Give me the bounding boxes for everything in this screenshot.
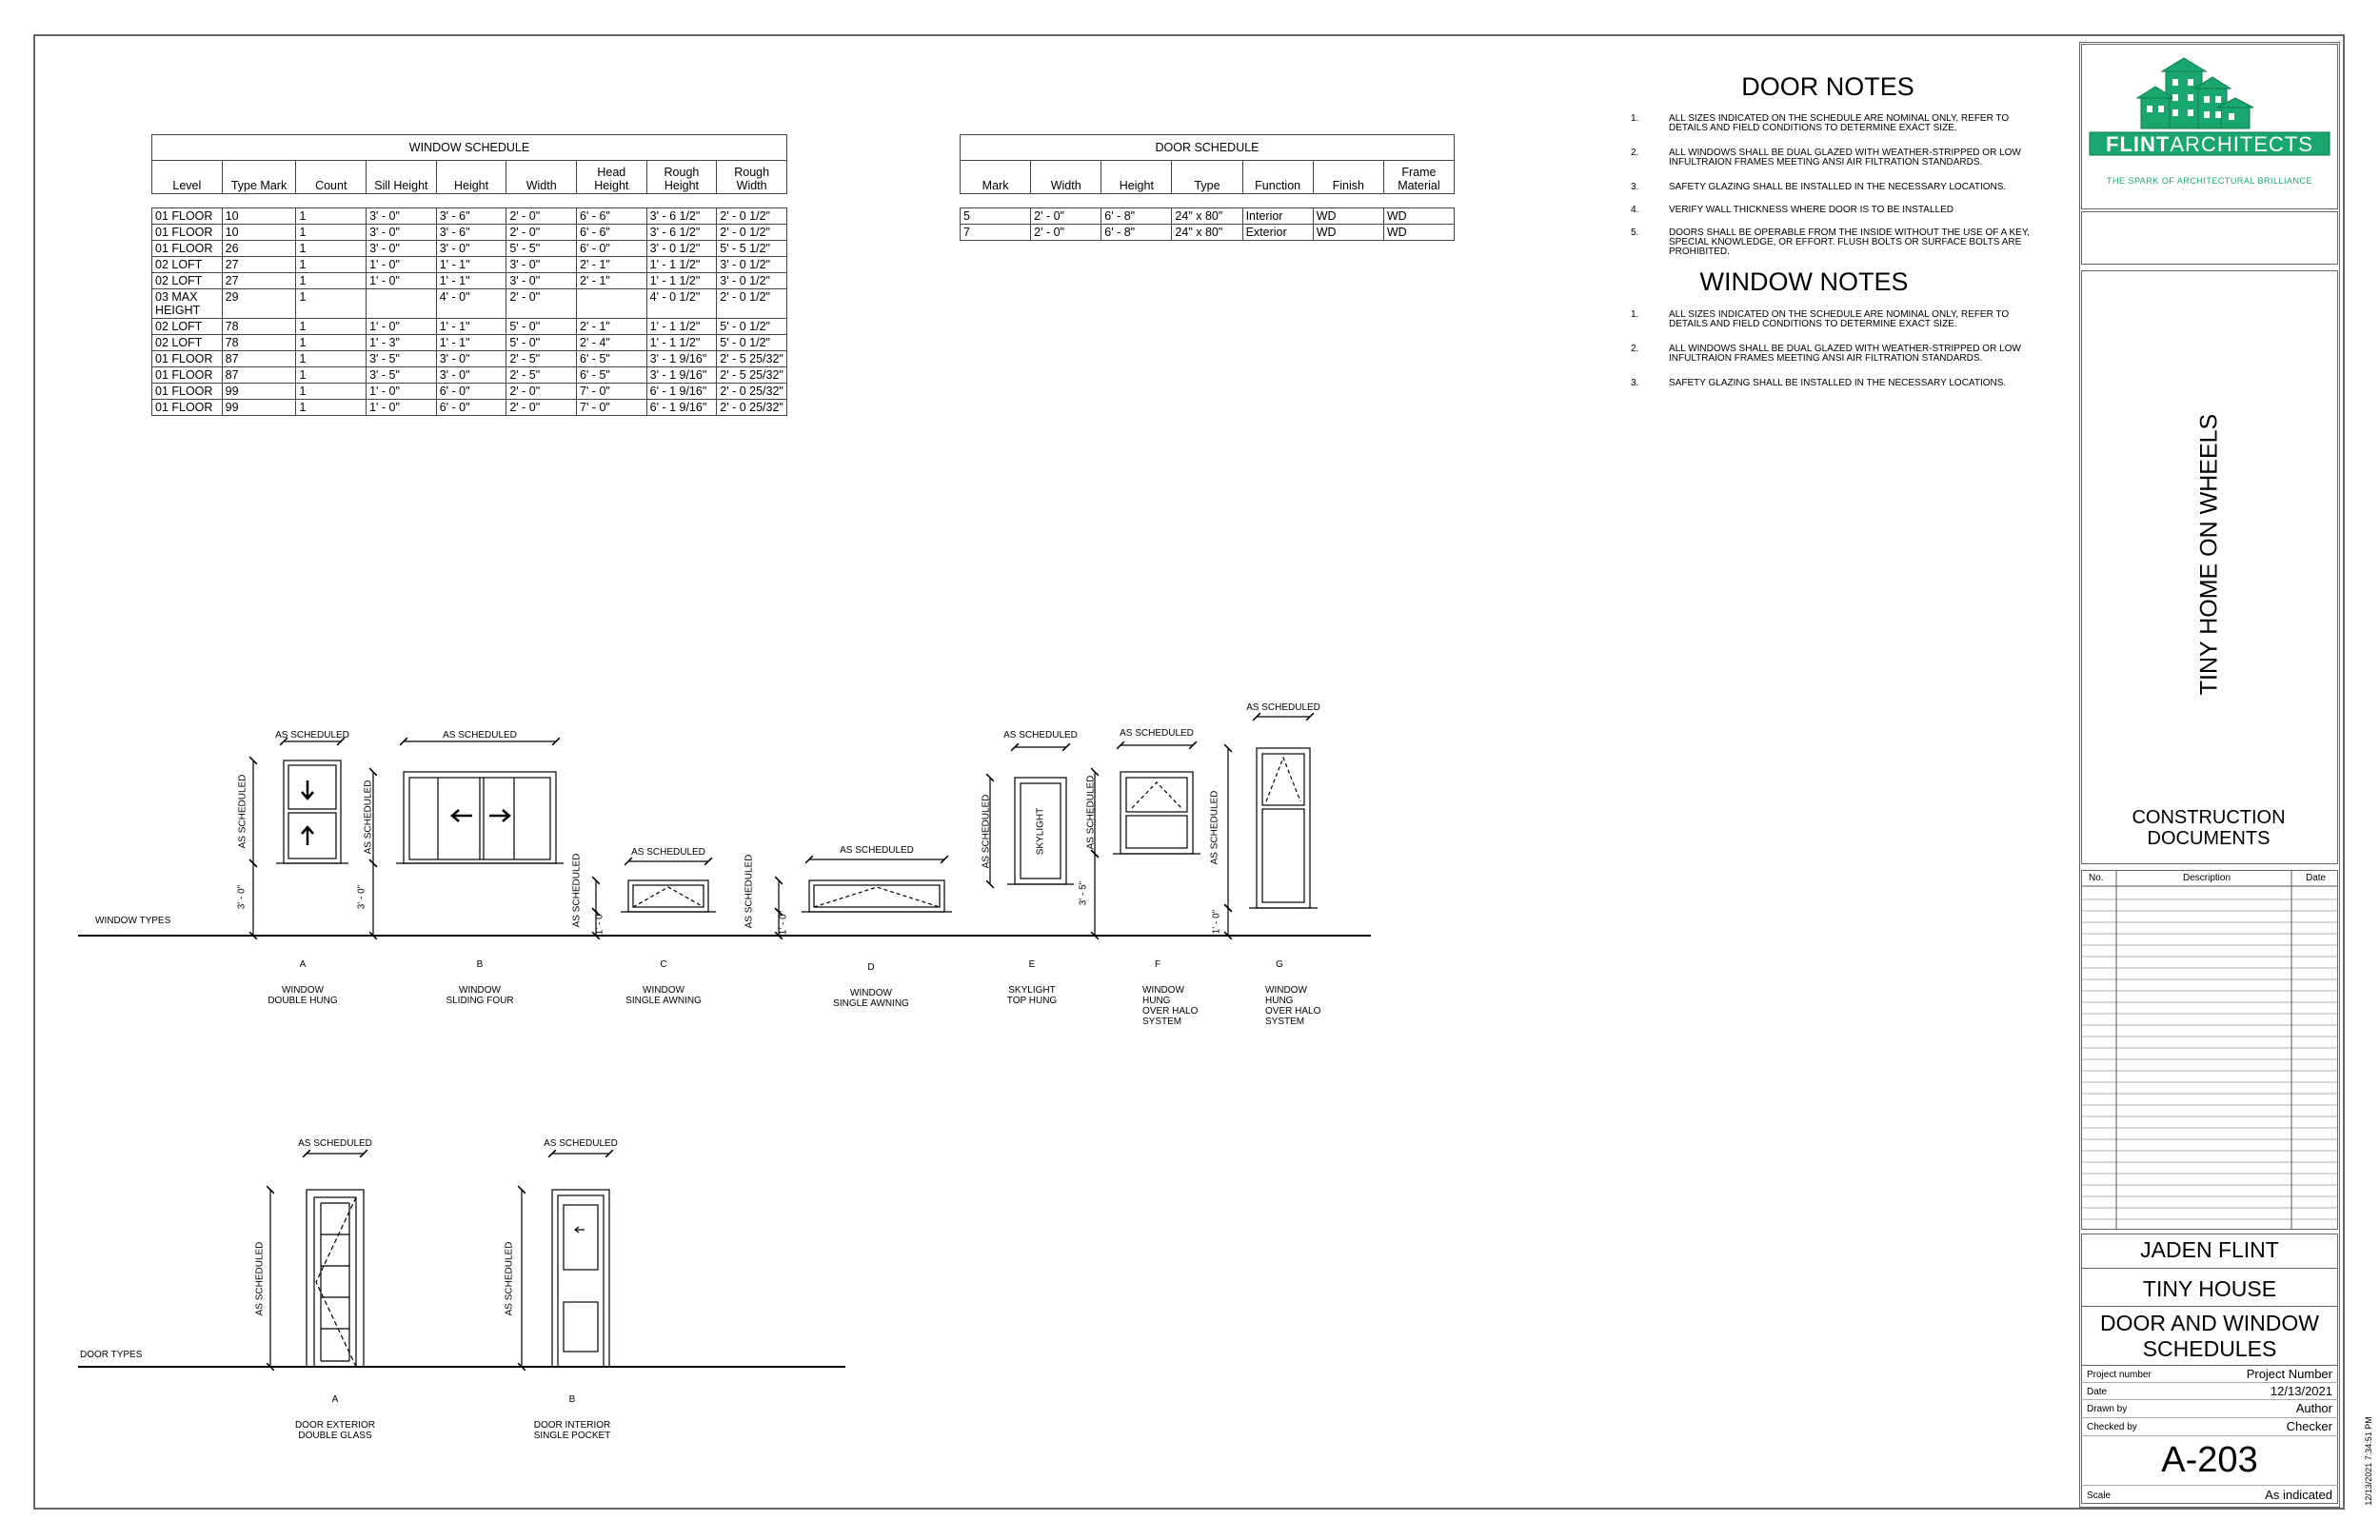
table-cell: 1' - 1 1/2" bbox=[646, 335, 717, 351]
table-cell: 2' - 0" bbox=[506, 289, 577, 319]
table-cell: 02 LOFT bbox=[152, 319, 223, 335]
note-number: 3. bbox=[1631, 182, 1639, 192]
table-cell: 3' - 1 9/16" bbox=[646, 367, 717, 384]
dim-label: AS SCHEDULED bbox=[1120, 728, 1194, 739]
dim-label-vertical: AS SCHEDULED bbox=[981, 794, 992, 869]
table-cell: 3' - 0" bbox=[506, 257, 577, 273]
table-cell: 3' - 0" bbox=[367, 241, 437, 257]
table-cell: 4' - 0 1/2" bbox=[646, 289, 717, 319]
window-b-sill-height: 3' - 0" bbox=[356, 884, 367, 910]
logo-tagline: THE SPARK OF ARCHITECTURAL BRILLIANCE bbox=[2106, 176, 2313, 186]
table-cell: 2' - 1" bbox=[577, 273, 647, 289]
table-cell: 02 LOFT bbox=[152, 335, 223, 351]
window-c-caption: C WINDOW SINGLE AWNING bbox=[625, 959, 702, 1006]
divider bbox=[2081, 1399, 2338, 1400]
table-cell: 6' - 0" bbox=[436, 384, 506, 400]
checked-by: Checker bbox=[2286, 1419, 2332, 1433]
table-cell: 1 bbox=[296, 225, 367, 241]
table-cell: 2' - 1" bbox=[577, 319, 647, 335]
table-cell: 27 bbox=[222, 257, 296, 273]
table-cell: 2' - 5 25/32" bbox=[717, 351, 787, 367]
window-types-heading: WINDOW TYPES bbox=[95, 916, 171, 926]
table-cell: 3' - 6" bbox=[436, 208, 506, 225]
table-cell: 2' - 5" bbox=[506, 351, 577, 367]
table-cell: 1 bbox=[296, 319, 367, 335]
table-cell: 1' - 0" bbox=[367, 400, 437, 416]
table-cell: 01 FLOOR bbox=[152, 367, 223, 384]
table-cell: 1 bbox=[296, 367, 367, 384]
rev-header-date: Date bbox=[2306, 873, 2327, 883]
window-a-caption: A WINDOW DOUBLE HUNG bbox=[268, 959, 338, 1006]
table-cell: 3' - 6 1/2" bbox=[646, 225, 717, 241]
window-schedule-column-header: Head Height bbox=[577, 161, 647, 194]
sheet-title: DOOR AND WINDOW SCHEDULES bbox=[2100, 1311, 2319, 1361]
table-cell: 7' - 0" bbox=[577, 400, 647, 416]
table-cell: 1' - 0" bbox=[367, 384, 437, 400]
table-cell: 1 bbox=[296, 400, 367, 416]
door-schedule-column-header: Type bbox=[1172, 161, 1242, 194]
note-number: 2. bbox=[1631, 148, 1639, 158]
table-cell: 3' - 6 1/2" bbox=[646, 208, 717, 225]
dim-label: AS SCHEDULED bbox=[298, 1138, 372, 1149]
table-cell: 2' - 4" bbox=[577, 335, 647, 351]
window-f-sill-height: 3' - 5" bbox=[1078, 880, 1089, 906]
door-schedule-column-header: Finish bbox=[1313, 161, 1383, 194]
table-cell: 99 bbox=[222, 384, 296, 400]
table-cell: 2' - 0" bbox=[506, 384, 577, 400]
dim-label-vertical: AS SCHEDULED bbox=[1209, 790, 1220, 865]
table-cell: 03 MAX HEIGHT bbox=[152, 289, 223, 319]
window-d-elevation bbox=[779, 859, 952, 936]
rev-header-no: No. bbox=[2089, 873, 2104, 883]
table-cell: 5' - 0 1/2" bbox=[717, 335, 787, 351]
door-b-elevation bbox=[522, 1154, 609, 1367]
window-a-sill-height: 3' - 0" bbox=[236, 884, 248, 910]
table-cell: 2' - 5 25/32" bbox=[717, 367, 787, 384]
dim-label: AS SCHEDULED bbox=[1246, 702, 1320, 713]
window-schedule-column-header: Rough Width bbox=[717, 161, 787, 194]
window-schedule-column-header: Count bbox=[296, 161, 367, 194]
window-e-caption: E SKYLIGHT TOP HUNG bbox=[1006, 959, 1058, 1006]
table-cell: 6' - 5" bbox=[577, 367, 647, 384]
note-text: VERIFY WALL THICKNESS WHERE DOOR IS TO BE INSTALLED bbox=[1669, 205, 1954, 215]
table-cell: 6' - 0" bbox=[436, 400, 506, 416]
table-cell: Interior bbox=[1242, 208, 1313, 225]
table-cell: 2' - 0 1/2" bbox=[717, 225, 787, 241]
table-cell: 87 bbox=[222, 367, 296, 384]
table-cell: 1 bbox=[296, 351, 367, 367]
scale-value: As indicated bbox=[2265, 1488, 2332, 1502]
table-cell: 3' - 0 1/2" bbox=[646, 241, 717, 257]
dim-label: AS SCHEDULED bbox=[275, 730, 349, 740]
table-cell: 1 bbox=[296, 335, 367, 351]
window-b-caption: B WINDOW SLIDING FOUR bbox=[446, 959, 514, 1006]
table-cell: 1 bbox=[296, 241, 367, 257]
print-stamp: 12/13/2021 7:34:51 PM bbox=[2364, 1416, 2373, 1506]
table-cell: 2' - 0 1/2" bbox=[717, 289, 787, 319]
table-cell: 2' - 0 1/2" bbox=[717, 208, 787, 225]
door-notes-title: DOOR NOTES bbox=[1741, 72, 1914, 101]
date-label: Date bbox=[2087, 1387, 2108, 1397]
table-cell: 4' - 0" bbox=[436, 289, 506, 319]
skylight-label: SKYLIGHT bbox=[1035, 807, 1046, 856]
table-cell: 2' - 0" bbox=[1031, 208, 1101, 225]
table-cell: 29 bbox=[222, 289, 296, 319]
table-cell: 7 bbox=[961, 225, 1031, 241]
table-cell: 1 bbox=[296, 273, 367, 289]
table-cell: 1' - 1" bbox=[436, 319, 506, 335]
table-cell: 6' - 1 9/16" bbox=[646, 384, 717, 400]
note-text: ALL SIZES INDICATED ON THE SCHEDULE ARE NOMINAL ONLY, REFER TO DETAILS AND FIELD CONDITIONS TO DETERMINE EXACT SIZE. bbox=[1669, 309, 2010, 329]
table-cell: 6' - 6" bbox=[577, 225, 647, 241]
door-b-caption: B DOOR INTERIOR SINGLE POCKET bbox=[533, 1394, 611, 1441]
table-cell: 02 LOFT bbox=[152, 257, 223, 273]
client-name: JADEN FLINT bbox=[2140, 1237, 2279, 1262]
table-cell: 3' - 0" bbox=[436, 367, 506, 384]
dim-label-vertical: AS SCHEDULED bbox=[254, 1241, 266, 1316]
table-cell: 1' - 0" bbox=[367, 257, 437, 273]
window-schedule-title: WINDOW SCHEDULE bbox=[152, 135, 787, 161]
door-schedule-column-header: Height bbox=[1101, 161, 1172, 194]
dim-label: AS SCHEDULED bbox=[840, 845, 914, 856]
note-number: 4. bbox=[1631, 205, 1639, 215]
window-schedule-column-header: Level bbox=[152, 161, 223, 194]
window-schedule-column-header: Type Mark bbox=[222, 161, 296, 194]
table-cell: 3' - 6" bbox=[436, 225, 506, 241]
table-cell: 10 bbox=[222, 208, 296, 225]
table-cell: 5' - 0 1/2" bbox=[717, 319, 787, 335]
table-cell: WD bbox=[1313, 225, 1383, 241]
project-name: TINY HOME ON WHEELS bbox=[2195, 413, 2223, 696]
door-types-heading: DOOR TYPES bbox=[80, 1350, 143, 1360]
table-cell: 3' - 0" bbox=[436, 351, 506, 367]
window-e-elevation bbox=[990, 747, 1074, 884]
dim-label: AS SCHEDULED bbox=[631, 847, 705, 858]
table-cell: 3' - 0" bbox=[436, 241, 506, 257]
table-cell: 3' - 0" bbox=[506, 273, 577, 289]
table-cell: 1' - 1" bbox=[436, 257, 506, 273]
table-cell: 1' - 1 1/2" bbox=[646, 273, 717, 289]
divider bbox=[2081, 1268, 2338, 1269]
dim-label-vertical: AS SCHEDULED bbox=[504, 1241, 515, 1316]
table-cell: 6' - 6" bbox=[577, 208, 647, 225]
table-cell: 3' - 0" bbox=[367, 208, 437, 225]
table-cell: 02 LOFT bbox=[152, 273, 223, 289]
window-g-elevation bbox=[1228, 717, 1318, 936]
table-cell: 1' - 1" bbox=[436, 335, 506, 351]
table-cell: 3' - 5" bbox=[367, 351, 437, 367]
table-cell: 1 bbox=[296, 289, 367, 319]
note-text: SAFETY GLAZING SHALL BE INSTALLED IN THE NECESSARY LOCATIONS. bbox=[1669, 378, 2007, 388]
table-cell: 6' - 0" bbox=[577, 241, 647, 257]
table-cell: 2' - 0 25/32" bbox=[717, 400, 787, 416]
table-cell: 01 FLOOR bbox=[152, 208, 223, 225]
table-cell: 2' - 0" bbox=[506, 225, 577, 241]
table-cell: 2' - 1" bbox=[577, 257, 647, 273]
table-cell: 1' - 0" bbox=[367, 273, 437, 289]
dim-label: AS SCHEDULED bbox=[544, 1138, 618, 1149]
table-cell: 78 bbox=[222, 319, 296, 335]
table-cell: 7' - 0" bbox=[577, 384, 647, 400]
table-cell: 87 bbox=[222, 351, 296, 367]
door-schedule-column-header: Function bbox=[1242, 161, 1313, 194]
note-text: DOORS SHALL BE OPERABLE FROM THE INSIDE WITHOUT THE USE OF A KEY, SPECIAL KNOWLEDGE, OR EFFORT. FLUSH BOLTS OR SURFACE BOLTS ARE PROHIBITED. bbox=[1669, 227, 2030, 257]
project-title: TINY HOUSE bbox=[2142, 1276, 2277, 1301]
table-cell: WD bbox=[1313, 208, 1383, 225]
note-text: SAFETY GLAZING SHALL BE INSTALLED IN THE NECESSARY LOCATIONS. bbox=[1669, 182, 2007, 192]
table-cell: 1' - 0" bbox=[367, 319, 437, 335]
scale-label: Scale bbox=[2087, 1491, 2112, 1501]
phase-label: CONSTRUCTION DOCUMENTS bbox=[2132, 807, 2286, 849]
table-cell: 6' - 8" bbox=[1101, 225, 1172, 241]
note-number: 2. bbox=[1631, 344, 1639, 354]
sheet-number: A-203 bbox=[2161, 1440, 2258, 1480]
window-schedule-column-header: Width bbox=[506, 161, 577, 194]
note-number: 3. bbox=[1631, 378, 1639, 388]
table-cell: 6' - 8" bbox=[1101, 208, 1172, 225]
table-cell: 6' - 1 9/16" bbox=[646, 400, 717, 416]
table-cell: 1' - 1 1/2" bbox=[646, 257, 717, 273]
table-cell: 10 bbox=[222, 225, 296, 241]
checked-by-label: Checked by bbox=[2087, 1422, 2137, 1432]
project-number-label: Project number bbox=[2087, 1370, 2152, 1380]
date-value: 12/13/2021 bbox=[2270, 1384, 2332, 1398]
table-cell: WD bbox=[1383, 208, 1454, 225]
table-cell: 01 FLOOR bbox=[152, 384, 223, 400]
table-cell: 5' - 0" bbox=[506, 319, 577, 335]
table-cell: Exterior bbox=[1242, 225, 1313, 241]
window-schedule-column-header: Sill Height bbox=[367, 161, 437, 194]
table-cell: 1 bbox=[296, 257, 367, 273]
window-a-elevation bbox=[253, 741, 348, 936]
table-cell: 2' - 0" bbox=[1031, 225, 1101, 241]
window-f-elevation bbox=[1095, 745, 1200, 936]
drawn-by-label: Drawn by bbox=[2087, 1404, 2128, 1414]
table-cell: 24" x 80" bbox=[1172, 225, 1242, 241]
table-cell: 24" x 80" bbox=[1172, 208, 1242, 225]
table-cell: 5' - 0" bbox=[506, 335, 577, 351]
window-schedule-column-header: Height bbox=[436, 161, 506, 194]
drawn-by: Author bbox=[2295, 1401, 2332, 1415]
rev-header-description: Description bbox=[2182, 873, 2231, 883]
table-cell: 2' - 0 25/32" bbox=[717, 384, 787, 400]
table-cell: 2' - 0" bbox=[506, 400, 577, 416]
window-c-sill-height: 1' - 0" bbox=[594, 910, 605, 936]
dim-label-vertical: AS SCHEDULED bbox=[363, 780, 374, 855]
door-a-elevation bbox=[270, 1154, 364, 1367]
dim-label: AS SCHEDULED bbox=[443, 730, 517, 740]
table-cell: 3' - 0 1/2" bbox=[717, 257, 787, 273]
table-cell: WD bbox=[1383, 225, 1454, 241]
door-schedule-column-header: Mark bbox=[961, 161, 1031, 194]
table-cell: 01 FLOOR bbox=[152, 241, 223, 257]
table-cell: 26 bbox=[222, 241, 296, 257]
table-cell: 2' - 0" bbox=[506, 208, 577, 225]
note-number: 1. bbox=[1631, 309, 1639, 320]
divider bbox=[2081, 1485, 2338, 1486]
window-f-caption: F WINDOW HUNG OVER HALO SYSTEM bbox=[1142, 959, 1199, 1027]
window-g-sill-height: 1' - 0" bbox=[1211, 909, 1222, 935]
window-b-elevation bbox=[373, 741, 564, 936]
dim-label-vertical: AS SCHEDULED bbox=[1085, 775, 1097, 850]
table-cell: 1' - 1 1/2" bbox=[646, 319, 717, 335]
table-cell: 3' - 1 9/16" bbox=[646, 351, 717, 367]
divider bbox=[2081, 1417, 2338, 1418]
dim-label: AS SCHEDULED bbox=[1003, 730, 1078, 740]
table-cell: 3' - 0" bbox=[367, 225, 437, 241]
table-cell: 1 bbox=[296, 384, 367, 400]
note-text: ALL WINDOWS SHALL BE DUAL GLAZED WITH WEATHER-STRIPPED OR LOW INFULTRAION FRAMES MEETING ANSI AIR FILTRATION STANDARDS. bbox=[1669, 148, 2021, 168]
window-c-elevation bbox=[596, 861, 716, 936]
dim-label-vertical: AS SCHEDULED bbox=[237, 774, 248, 849]
door-schedule-column-header: Width bbox=[1031, 161, 1101, 194]
dim-label-vertical: AS SCHEDULED bbox=[571, 853, 583, 928]
project-number: Project Number bbox=[2246, 1367, 2332, 1381]
table-cell: 1 bbox=[296, 208, 367, 225]
table-cell: 01 FLOOR bbox=[152, 225, 223, 241]
divider bbox=[2081, 1382, 2338, 1383]
window-notes-title: WINDOW NOTES bbox=[1699, 267, 1909, 296]
divider bbox=[2081, 1435, 2338, 1436]
table-cell: 3' - 5" bbox=[367, 367, 437, 384]
note-text: ALL WINDOWS SHALL BE DUAL GLAZED WITH WEATHER-STRIPPED OR LOW INFULTRAION FRAMES MEETING ANSI AIR FILTRATION STANDARDS. bbox=[1669, 344, 2021, 364]
table-cell: 27 bbox=[222, 273, 296, 289]
table-cell: 1' - 3" bbox=[367, 335, 437, 351]
divider bbox=[2081, 1306, 2338, 1307]
dim-label-vertical: AS SCHEDULED bbox=[744, 854, 755, 929]
table-cell: 01 FLOOR bbox=[152, 400, 223, 416]
window-d-sill-height: 1' - 0" bbox=[778, 910, 789, 936]
revisions-table bbox=[2081, 870, 2338, 1230]
logo-wordmark: FLINTARCHITECTS bbox=[2106, 132, 2313, 156]
table-cell: 01 FLOOR bbox=[152, 351, 223, 367]
window-d-caption: D WINDOW SINGLE AWNING bbox=[833, 962, 909, 1009]
door-a-caption: A DOOR EXTERIOR DOUBLE GLASS bbox=[295, 1394, 375, 1441]
blank-panel bbox=[2081, 211, 2338, 265]
table-cell: 2' - 5" bbox=[506, 367, 577, 384]
table-cell: 3' - 0 1/2" bbox=[717, 273, 787, 289]
table-cell: 78 bbox=[222, 335, 296, 351]
divider bbox=[2081, 1365, 2338, 1366]
table-cell: 99 bbox=[222, 400, 296, 416]
table-cell: 5' - 5" bbox=[506, 241, 577, 257]
window-g-caption: G WINDOW HUNG OVER HALO SYSTEM bbox=[1265, 959, 1321, 1027]
table-cell: 5' - 5 1/2" bbox=[717, 241, 787, 257]
note-number: 5. bbox=[1631, 227, 1639, 238]
table-cell: 1' - 1" bbox=[436, 273, 506, 289]
door-schedule-column-header: Frame Material bbox=[1383, 161, 1454, 194]
door-schedule-title: DOOR SCHEDULE bbox=[961, 135, 1455, 161]
revisions-grid bbox=[2082, 871, 2337, 1229]
note-number: 1. bbox=[1631, 113, 1639, 124]
note-text: ALL SIZES INDICATED ON THE SCHEDULE ARE NOMINAL ONLY, REFER TO DETAILS AND FIELD CONDITIONS TO DETERMINE EXACT SIZE. bbox=[1669, 113, 2010, 133]
table-cell: 6' - 5" bbox=[577, 351, 647, 367]
table-cell: 5 bbox=[961, 208, 1031, 225]
window-schedule-column-header: Rough Height bbox=[646, 161, 717, 194]
